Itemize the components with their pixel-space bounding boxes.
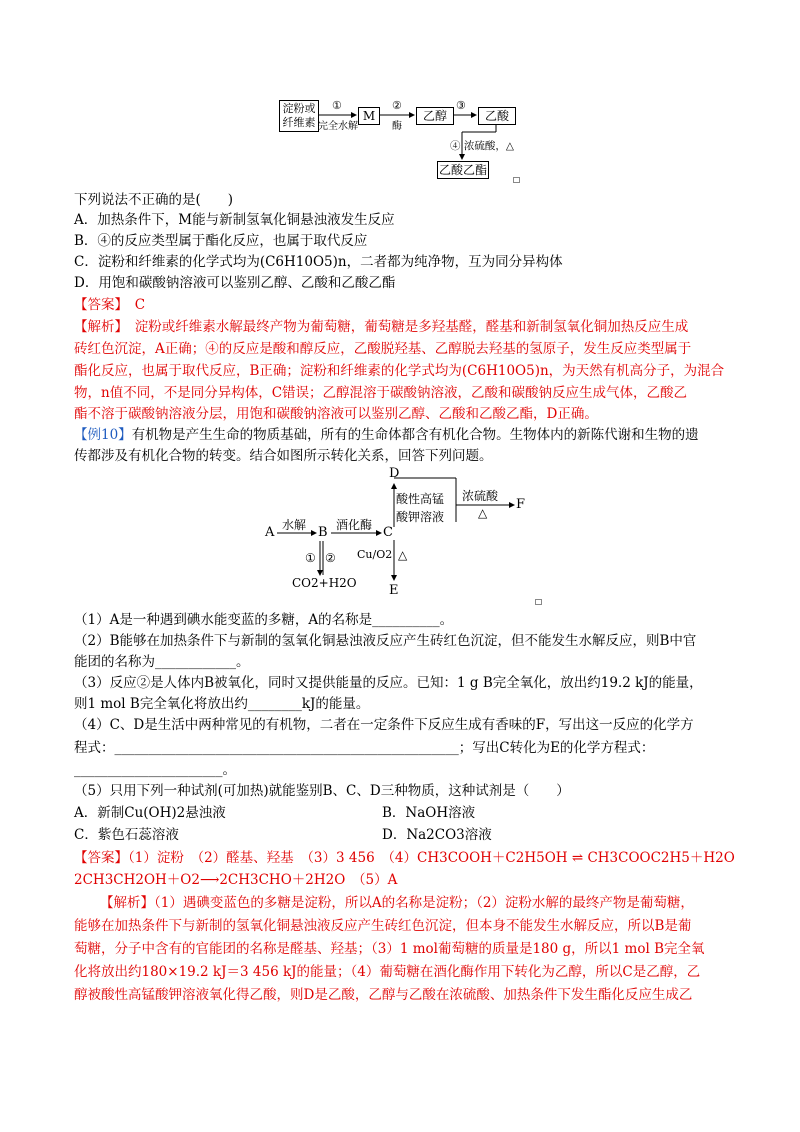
label-step1: ① <box>305 551 316 565</box>
q5-option-c: C．紫色石蕊溶液 <box>74 827 179 843</box>
step1-number: ① <box>332 99 342 112</box>
node-a: A <box>265 525 275 540</box>
node-starch-cellulose: 淀粉或纤维素 <box>279 100 319 132</box>
example10-tag: 【例10】 <box>74 427 132 443</box>
analysis-1-line-5: 酯不溶于碳酸钠溶液分层，用饱和碳酸钠溶液可以鉴别乙醇、乙酸和乙酸乙酯，D正确。 <box>74 406 598 422</box>
step3-number: ③ <box>456 99 466 112</box>
node-d: D <box>389 466 400 481</box>
label-delta-e: △ <box>398 548 408 562</box>
node-ethyl-acetate: 乙酸乙酯 <box>438 163 487 177</box>
option-c: C．淀粉和纤维素的化学式均为(C6H10O5)n，二者都为纯净物，互为同分异构体 <box>74 254 563 270</box>
option-d: D．用饱和碳酸钠溶液可以鉴别乙醇、乙酸和乙酸乙酯 <box>74 275 396 291</box>
analysis-1-line-3: 酯化反应，也属于取代反应，B正确；淀粉和纤维素的化学式均为(C6H10O5)n，为天然有机高分子，为混合 <box>74 363 725 379</box>
question-2-line-2: 能团的名称为____________。 <box>74 654 250 670</box>
option-a: A．加热条件下，M能与新制氢氧化铜悬浊液发生反应 <box>74 212 395 228</box>
answer-2-line-2: 2CH3CH2OH＋O2⟶2CH3CHO＋2H2O （5）A <box>74 872 398 888</box>
option-b: B．④的反应类型属于酯化反应，也属于取代反应 <box>74 233 368 249</box>
question-5: （5）只用下列一种试剂(可加热)就能鉴别B、C、D三种物质，这种试剂是（ ） <box>74 783 570 799</box>
label-delta-f: △ <box>478 506 488 520</box>
node-co2-h2o: CO2+H2O <box>292 576 357 590</box>
q5-option-d: D．Na2CO3溶液 <box>382 827 492 843</box>
label-zymase: 酒化酶 <box>336 518 373 532</box>
label-kmno4: 酸性高锰酸钾溶液 <box>396 492 445 524</box>
step2-condition: 酶 <box>392 121 402 132</box>
question-2-line-1: （2）B能够在加热条件下与新制的氢氧化铜悬浊液反应产生砖红色沉淀，但不能发生水解反应，则B中官 <box>74 633 697 649</box>
q5-option-a: A．新制Cu(OH)2悬浊液 <box>74 805 226 821</box>
question-3-line-1: （3）反应②是人体内B被氧化，同时又提供能量的反应。已知：1 g B完全氧化，放出约19.2 kJ的能量， <box>74 675 703 691</box>
analysis-1-line-2: 砖红色沉淀，A正确；④的反应是酸和醇反应，乙酸脱羟基、乙醇脱去羟基的氢原子，发生反应类型属于 <box>74 341 692 357</box>
node-ethanol: 乙醇 <box>416 107 454 125</box>
step2-number: ② <box>392 99 402 112</box>
node-m: M <box>358 107 380 125</box>
question-4-line-3: ______________________。 <box>74 762 236 778</box>
node-c: C <box>383 525 393 540</box>
question-4-line-2: 程式：___________________________________________________；写出C转化为E的化学方程式： <box>74 740 655 756</box>
answer-2-line-1: 【答案】（1）淀粉 （2）醛基、羟基 （3）3 456 （4）CH3COOH＋C2H5OH ⇌ CH3COOC2H5＋H2O <box>74 850 735 866</box>
label-cu-o2: Cu/O2 <box>357 548 393 561</box>
step4-condition: ④ 浓硫酸，△ <box>450 140 514 152</box>
analysis-2-line-2: 能够在加热条件下与新制的氢氧化铜悬浊液反应产生砖红色沉淀，但本身不能发生水解反应，所以B是葡 <box>74 918 692 934</box>
analysis-2-line-5: 醇被酸性高锰酸钾溶液氧化得乙酸，则D是乙酸，乙醇与乙酸在浓硫酸、加热条件下发生酯化反应生成乙 <box>74 987 693 1003</box>
question-3-line-2: 则1 mol B完全氧化将放出约________kJ的能量。 <box>74 696 370 712</box>
label-hydrolysis: 水解 <box>282 518 307 532</box>
node-acetic-acid: 乙酸 <box>478 107 516 125</box>
node-f: F <box>516 497 526 512</box>
step1-condition: 完全水解 <box>318 121 358 132</box>
analysis-2-line-1: 【解析】（1）遇碘变蓝色的多糖是淀粉，所以A的名称是淀粉；（2）淀粉水解的最终产物是葡萄糖， <box>100 895 694 911</box>
question-4-line-1: （4）C、D是生活中两种常见的有机物，二者在一定条件下反应生成有香味的F，写出这一反应的化学方 <box>74 717 694 733</box>
image-marker-icon <box>535 599 542 605</box>
question-stem: 下列说法不正确的是( ) <box>74 192 234 208</box>
label-h2so4: 浓硫酸 <box>462 489 499 503</box>
analysis-1-line-4: 物，n值不同，不是同分异构体，C错误；乙醇混溶于碳酸钠溶液，乙酸和碳酸钠反应生成气体，乙酸乙 <box>74 385 688 401</box>
node-e: E <box>389 583 399 598</box>
example10-intro-1: 有机物是产生生命的物质基础，所有的生命体都含有机化合物。生物体内的新陈代谢和生物的遗 <box>131 427 699 443</box>
q5-option-b: B．NaOH溶液 <box>382 805 476 821</box>
example10-intro-2: 传都涉及有机化合物的转变。结合如图所示转化关系，回答下列问题。 <box>74 448 493 464</box>
analysis-2-line-3: 萄糖，分子中含有的官能团的名称是醛基、羟基；（3）1 mol葡萄糖的质量是180 g，所以1 mol B完全氧 <box>74 941 705 957</box>
node-b: B <box>318 525 328 540</box>
analysis-2-line-4: 化将放出约180×19.2 kJ＝3 456 kJ的能量；（4）葡萄糖在酒化酶作用下转化为乙醇，所以C是乙醇，乙 <box>74 964 701 980</box>
question-1: （1）A是一种遇到碘水能变蓝的多糖，A的名称是__________。 <box>74 612 454 628</box>
answer-1: 【答案】 C <box>74 297 146 313</box>
label-step2: ② <box>325 551 336 565</box>
analysis-1-line-1: 【解析】 淀粉或纤维素水解最终产物为葡萄糖，葡萄糖是多羟基醛，醛基和新制氢氧化铜加热反应生成 <box>74 319 689 335</box>
